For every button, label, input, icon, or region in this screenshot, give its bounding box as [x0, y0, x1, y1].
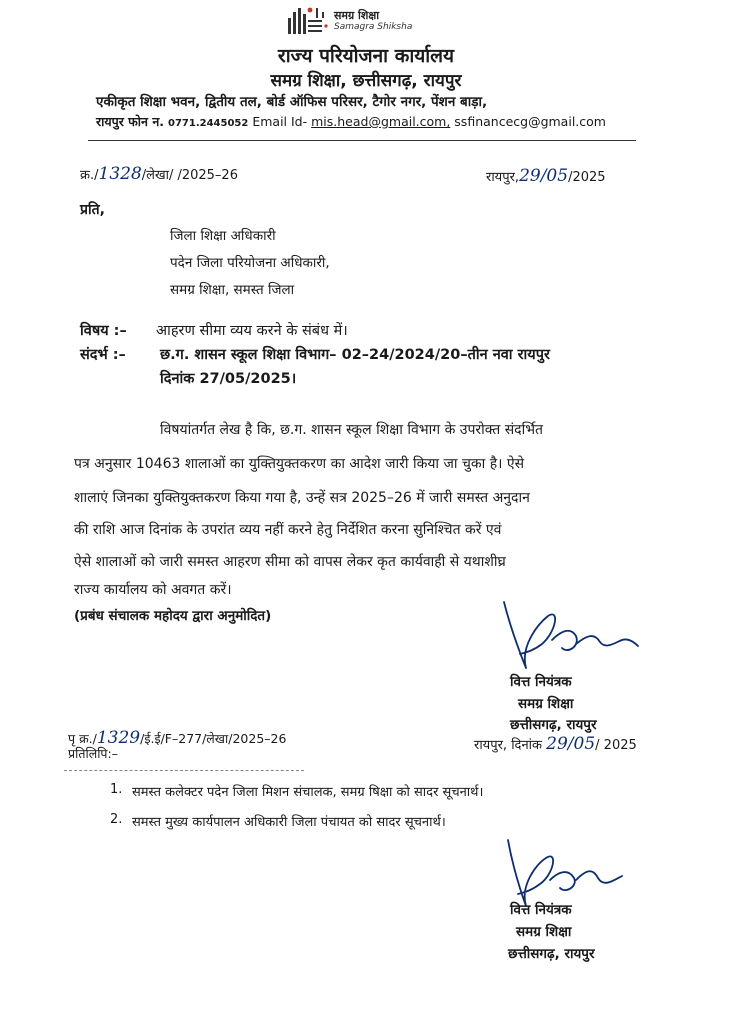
addressee-line: जिला शिक्षा अधिकारी: [170, 228, 276, 244]
copy-date: [474, 734, 637, 754]
ref-number-handwritten: 1328: [98, 164, 142, 184]
office-contact: [96, 113, 606, 130]
phone-number: 0771.2445052: [168, 118, 249, 129]
body-line: ऐसे शालाओं को जारी समस्त आहरण सीमा को वापस लेकर कृत कार्यवाही से यथाशीघ्र: [74, 554, 506, 570]
date-suffix: /2025: [568, 170, 606, 185]
copy-item-number: 1.: [110, 782, 123, 797]
office-address: एकीकृत शिक्षा भवन, द्वितीय तल, बोर्ड ऑफिस परिसर, टैगोर नगर, पेंशन बाड़ा,: [96, 94, 488, 110]
email-link-2[interactable]: ssfinancecg@gmail.com: [454, 114, 606, 129]
samagra-shiksha-logo-icon: [286, 4, 330, 36]
body-line: राज्य कार्यालय को अवगत करें।: [74, 582, 232, 598]
copy-item-number: 2.: [110, 812, 123, 827]
copy-ref-prefix: पृ क्र./: [68, 731, 97, 746]
signatory-title: वित्त नियंत्रक: [510, 674, 572, 690]
to-label: प्रति,: [80, 202, 105, 218]
logo-text-hindi: समग्र शिक्षा: [334, 9, 380, 22]
reference-date: दिनांक 27/05/2025।: [160, 371, 297, 387]
copy-label: प्रतिलिपि:–: [68, 746, 118, 761]
copy-ref-number-handwritten: 1329: [96, 728, 141, 748]
office-subtitle: समग्र शिक्षा, छत्तीसगढ़, रायपुर: [270, 71, 462, 91]
date-handwritten: 29/05: [519, 166, 569, 186]
office-title: राज्य परियोजना कार्यालय: [277, 45, 455, 67]
copy-item-text: समस्त कलेक्टर पदेन जिला मिशन संचालक, समग्र षिक्षा को सादर सूचनार्थ।: [132, 785, 484, 800]
copy-item-text: समस्त मुख्य कार्यपालन अधिकारी जिला पंचायत को सादर सूचनार्थ।: [132, 815, 446, 830]
signatory-org: समग्र शिक्षा: [518, 696, 574, 712]
email-label: Email Id-: [252, 114, 308, 129]
body-line: पत्र अनुसार 10463 शालाओं का युक्तियुक्तकरण का आदेश जारी किया जा चुका है। ऐसे: [74, 456, 525, 472]
letter-reference-number: [80, 164, 238, 184]
reference-label: संदर्भ :–: [80, 347, 126, 363]
logo: [286, 2, 446, 38]
subject-text: आहरण सीमा व्यय करने के संबंध में।: [156, 323, 348, 339]
body-line: विषयांतर्गत लेख है कि, छ.ग. शासन स्कूल शिक्षा विभाग के उपरोक्त संदर्भित: [160, 422, 544, 438]
copy-date-prefix: रायपुर, दिनांक: [474, 738, 543, 753]
copy-signatory-org: समग्र शिक्षा: [516, 924, 572, 940]
email-link-1[interactable]: mis.head@gmail.com,: [311, 114, 451, 129]
approval-note: (प्रबंध संचालक महोदय द्वारा अनुमोदित): [74, 608, 272, 624]
ref-suffix: /लेखा/ /2025–26: [141, 168, 238, 183]
ref-prefix: क्र./: [80, 168, 99, 183]
body-line: शालाएं जिनका युक्तियुक्तकरण किया गया है, उन्हें सत्र 2025–26 में जारी समस्त अनुदान: [74, 490, 530, 506]
copy-date-handwritten: 29/05: [546, 734, 596, 754]
copy-divider: [64, 770, 304, 771]
header-divider: [88, 140, 636, 141]
addressee-line: पदेन जिला परियोजना अधिकारी,: [170, 255, 330, 271]
logo-text-english: Samagra Shiksha: [334, 22, 413, 32]
reference-text: छ.ग. शासन स्कूल शिक्षा विभाग– 02–24/2024/20–तीन नवा रायपुर: [160, 347, 550, 363]
signature-1: [490, 596, 640, 676]
copy-signatory-title: वित्त नियंत्रक: [510, 902, 572, 918]
copy-date-suffix: / 2025: [595, 738, 637, 753]
copy-ref-suffix: /ई.ई/F–277/लेखा/2025–26: [140, 731, 287, 746]
copy-signatory-location: छत्तीसगढ़, रायपुर: [508, 946, 595, 962]
signatory-location: छत्तीसगढ़, रायपुर: [510, 717, 597, 733]
phone-label: रायपुर फोन न.: [96, 114, 165, 129]
body-line: की राशि आज दिनांक के उपरांत व्यय नहीं करने हेतु निर्देशित करना सुनिश्चित करें एवं: [74, 522, 502, 538]
date-prefix: रायपुर,: [486, 170, 520, 185]
letter-date: [486, 166, 606, 186]
addressee-line: समग्र शिक्षा, समस्त जिला: [170, 282, 295, 298]
subject-label: विषय :–: [80, 323, 127, 339]
